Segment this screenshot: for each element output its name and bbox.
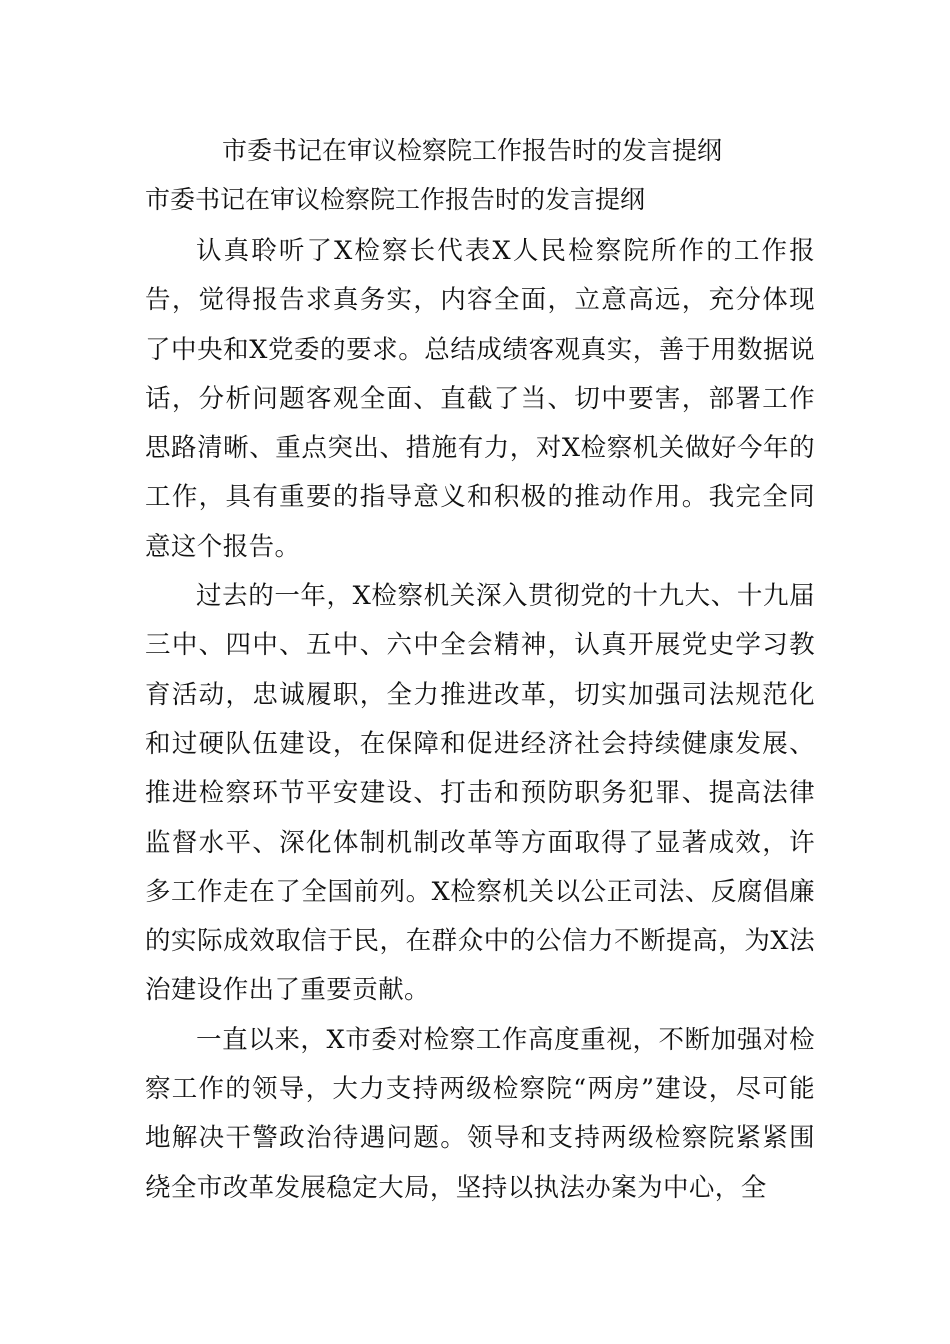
document-title: 市委书记在审议检察院工作报告时的发言提纲	[222, 136, 723, 165]
document-subtitle: 市委书记在审议检察院工作报告时的发言提纲	[145, 185, 646, 214]
paragraph-3: 一直以来，X市委对检察工作高度重视，不断加强对检察工作的领导，大力支持两级检察院“两房”建设，尽可能地解决干警政治待遇问题。领导和支持两级检察院紧紧围绕全市改革发展稳定大局，坚持以执法办案为中心，全	[145, 1024, 815, 1203]
paragraph-1: 认真聆听了X检察长代表X人民检察院所作的工作报告，觉得报告求真务实，内容全面，立意高远，充分体现了中央和X党委的要求。总结成绩客观真实，善于用数据说话，分析问题客观全面、直截了当、切中要害，部署工作思路清晰、重点突出、措施有力，对X检察机关做好今年的工作，具有重要的指导意义和积极的推动作用。我完全同意这个报告。	[145, 236, 815, 562]
document-body	[145, 227, 815, 1213]
paragraph-2: 过去的一年，X检察机关深入贯彻党的十九大、十九届三中、四中、五中、六中全会精神，认真开展党史学习教育活动，忠诚履职，全力推进改革，切实加强司法规范化和过硬队伍建设，在保障和促进经济社会持续健康发展、推进检察环节平安建设、打击和预防职务犯罪、提高法律监督水平、深化体制机制改革等方面取得了显著成效，许多工作走在了全国前列。X检察机关以公正司法、反腐倡廉的实际成效取信于民，在群众中的公信力不断提高，为X法治建设作出了重要贡献。	[145, 581, 815, 1006]
